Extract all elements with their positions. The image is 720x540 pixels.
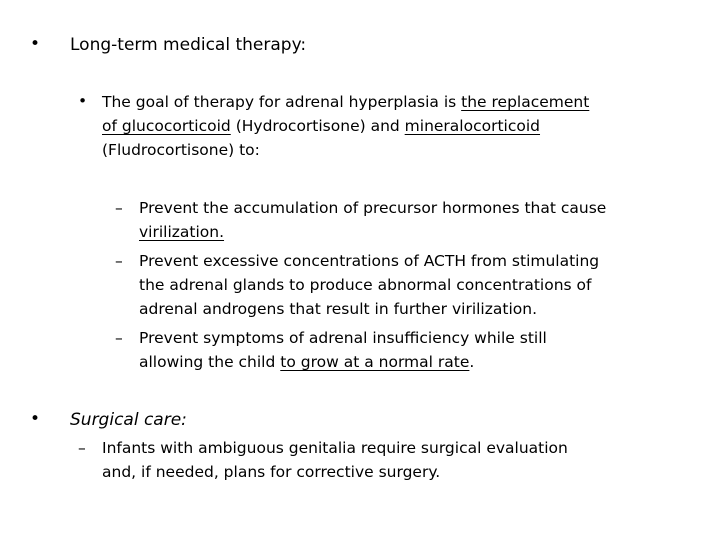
goal-line-3: (Fludrocortisone) to: (102, 141, 260, 159)
prevent-symptoms-text: allowing the child (139, 353, 281, 371)
grow-normal-rate-underlined: to grow at a normal rate (280, 353, 470, 371)
bullet-dot: • (30, 409, 41, 429)
glucocorticoid-underlined: of glucocorticoid (102, 117, 231, 135)
surgical-care-heading: Surgical care: (70, 410, 187, 430)
bullet-dot: • (78, 92, 88, 110)
bullet-dot: • (30, 34, 41, 54)
prevent-symptoms-line-1: Prevent symptoms of adrenal insufficiency while still (139, 329, 547, 347)
surgical-evaluation-line-1: Infants with ambiguous genitalia require surgical evaluation (102, 439, 568, 457)
period: . (469, 353, 475, 371)
goal-line-1 (102, 95, 589, 111)
prevent-symptoms-line-2 (139, 355, 474, 371)
prevent-acth-line-3: adrenal androgens that result in further virilization. (139, 300, 537, 318)
virilization-underlined: virilization. (139, 223, 225, 241)
long-term-therapy-heading: Long-term medical therapy: (70, 35, 307, 55)
goal-text: (Hydrocortisone) and (230, 117, 405, 135)
prevent-accumulation-line-1: Prevent the accumulation of precursor hormones that cause (139, 199, 607, 217)
bullet-dash: – (115, 329, 123, 347)
goal-line-2 (102, 119, 540, 135)
goal-text: The goal of therapy for adrenal hyperplasia is (102, 93, 462, 111)
bullet-dash: – (115, 252, 123, 270)
bullet-dash: – (78, 439, 86, 457)
goal-replacement-underlined: the replacement (461, 93, 590, 111)
bullet-dash: – (115, 199, 123, 217)
prevent-acth-line-2: the adrenal glands to produce abnormal concentrations of (139, 276, 592, 294)
prevent-acth-line-1: Prevent excessive concentrations of ACTH from stimulating (139, 252, 600, 270)
surgical-evaluation-line-2: and, if needed, plans for corrective surgery. (102, 463, 441, 481)
prevent-accumulation-line-2 (139, 225, 224, 241)
mineralocorticoid-underlined: mineralocorticoid (404, 117, 541, 135)
